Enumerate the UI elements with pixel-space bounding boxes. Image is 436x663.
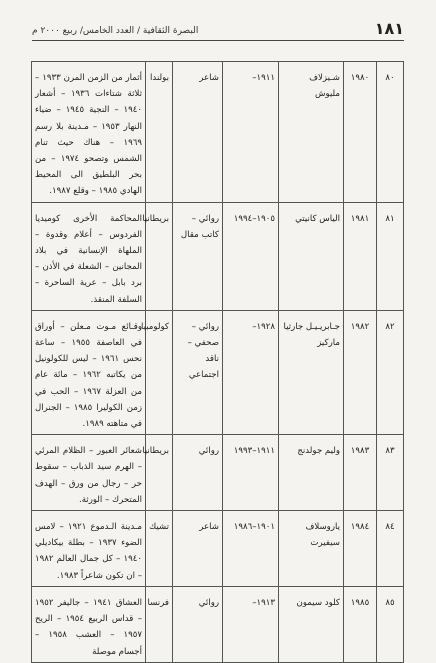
table-row <box>32 586 404 662</box>
country-cell: بريطانيا <box>146 435 173 511</box>
row-number-cell: ٨٥ <box>377 586 404 662</box>
table-row <box>32 202 404 310</box>
life-dates-cell: ١٩١١–١٩٩٣ <box>223 435 279 511</box>
row-number-cell: ٨٣ <box>377 435 404 511</box>
award-year-cell: ١٩٨٢ <box>344 310 377 434</box>
works-cell: العشاق ١٩٤١ – جاليفر ١٩٥٢ – قداس الربيع ١٩٥٤ – الريح ١٩٥٧ – العشب ١٩٥٨ – أجسام موصلة <box>32 586 146 662</box>
profession-cell: روائي – كاتب مقال <box>173 202 223 310</box>
country-cell: بريطانيا <box>146 202 173 310</box>
row-number-cell: ٨٤ <box>377 511 404 587</box>
award-year-cell: ١٩٨٠ <box>344 62 377 203</box>
row-number-cell: ٨٢ <box>377 310 404 434</box>
works-cell: أثمار من الزمن المرن ١٩٣٣ – ثلاثة شتاءات ١٩٣٦ – أشعار ١٩٤٠ – النجية ١٩٤٥ – ضياء النهار ١٩٥٣ – مـدينة بلا رسم ١٩٦٩ – هناك حيث تنام الشمس وتصحو ١٩٧٤ – من بحر البلطيق الى المحيط الهادي ١٩٨٥ – وقلع ١٩٨٧. <box>32 62 146 203</box>
table-row <box>32 310 404 434</box>
table-row <box>32 511 404 587</box>
works-cell: المحاكمة الأخرى كوميديا الفردوس – أعلام وقدوة – الملهاة الإنسانية في بلاد المجانين – الشعلة في الأذن – برد بابل – عرية الساحرة – السلفة المنقذ. <box>32 202 146 310</box>
award-year-cell: ١٩٨٤ <box>344 511 377 587</box>
profession-cell: روائي – صحفي – ناقد اجتماعي <box>173 310 223 434</box>
journal-title: البصرة الثقافية / العدد الخامس/ ربيع ٢٠٠٠ م <box>32 26 199 36</box>
laureates-table <box>31 61 404 663</box>
country-cell: فرنسا <box>146 586 173 662</box>
country-cell: كولومبيا <box>146 310 173 434</box>
laureate-name-cell: ياروسلاف سيفيرت <box>279 511 344 587</box>
life-dates-cell: ١٩٠٥–١٩٩٤ <box>223 202 279 310</box>
award-year-cell: ١٩٨١ <box>344 202 377 310</box>
laureate-name-cell: شـيزلاف مليوش <box>279 62 344 203</box>
country-cell: بولندا <box>146 62 173 203</box>
works-cell: شعائر العبور – الظلام المرئي – الهرم سيد الذباب – سقوط حر – رجال من ورق – الهدف المتحرك – الورثة. <box>32 435 146 511</box>
laureate-name-cell: كلود سيمون <box>279 586 344 662</box>
profession-cell: روائي <box>173 435 223 511</box>
table-row <box>32 435 404 511</box>
works-cell: وقـائع مـوت مـعلن – أوراق في العاصفة ١٩٥٥ – ساعة نحس ١٩٦١ – ليس للكولونيل من يكاتبه ١٩٦٢ – مائة عام من العزلة ١٩٦٧ – الحب في زمن الكوليرا ١٩٨٥ – الجنرال في متاهته ١٩٨٩. <box>32 310 146 434</box>
row-number-cell: ٨٠ <box>377 62 404 203</box>
laureate-name-cell: وليم جولدنج <box>279 435 344 511</box>
life-dates-cell: ١٩١٣– <box>223 586 279 662</box>
profession-cell: شاعر <box>173 511 223 587</box>
row-number-cell: ٨١ <box>377 202 404 310</box>
profession-cell: روائي <box>173 586 223 662</box>
profession-cell: شاعر <box>173 62 223 203</box>
page-number: ١٨١ <box>374 19 404 38</box>
table-row <box>32 62 404 203</box>
life-dates-cell: ١٩٢٨– <box>223 310 279 434</box>
life-dates-cell: ١٩٠١–١٩٨٦ <box>223 511 279 587</box>
life-dates-cell: ١٩١١– <box>223 62 279 203</box>
award-year-cell: ١٩٨٥ <box>344 586 377 662</box>
running-header <box>32 14 404 41</box>
laureate-name-cell: الياس كانيتي <box>279 202 344 310</box>
laureate-name-cell: جـابريـيـل جارثيا ماركيز <box>279 310 344 434</box>
country-cell: تشيك <box>146 511 173 587</box>
award-year-cell: ١٩٨٣ <box>344 435 377 511</box>
works-cell: مـدينة الـدموع ١٩٢١ – لامس الضوء ١٩٣٧ – بطلة بيكاديلي ١٩٤٠ – كل جمال العالم ١٩٨٢ – ان تكون شاعراً ١٩٨٣. <box>32 511 146 587</box>
